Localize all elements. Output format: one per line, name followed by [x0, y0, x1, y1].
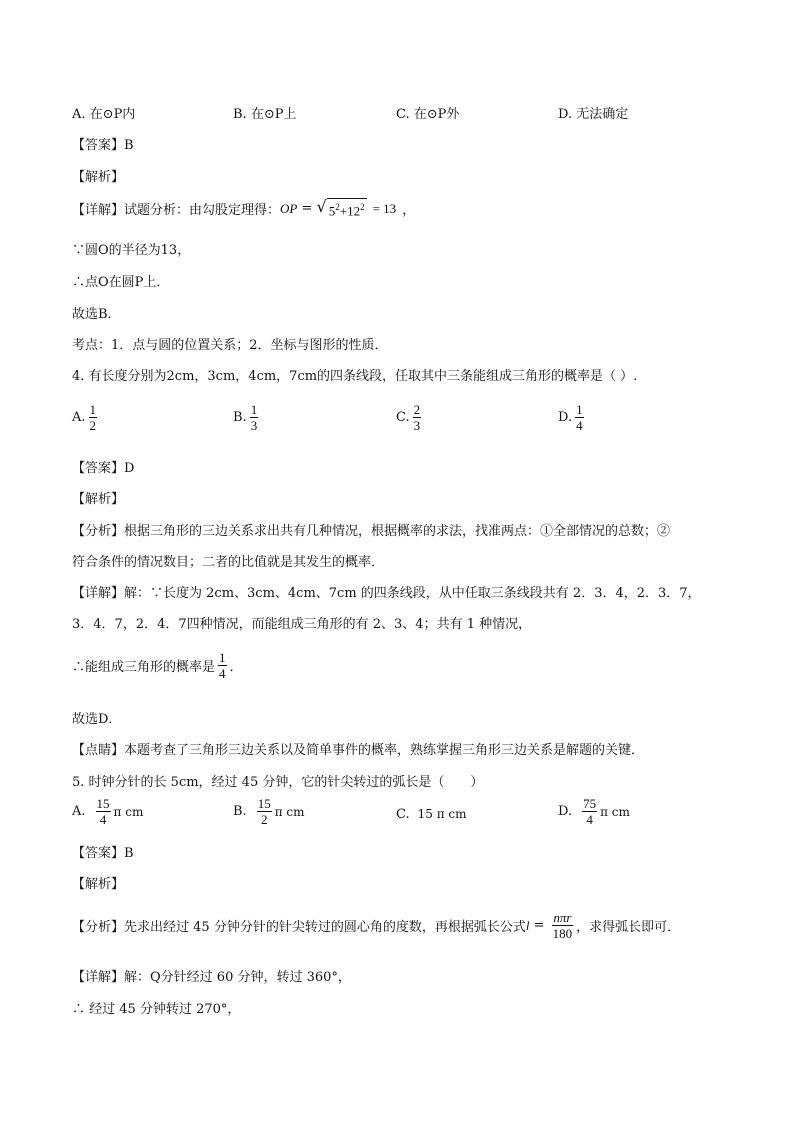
q3-analysis-tag: 【解析】	[72, 170, 125, 185]
q3-detail	[72, 198, 415, 219]
fenxi-text: 先求出经过 45 分钟分针的针尖转过的圆心角的度数，再根据弧长公式	[124, 920, 526, 935]
q5-stem: 5. 时钟分针的长 5cm，经过 45 分钟，它的针尖转过的弧长是（ ）	[72, 775, 484, 790]
radicand: $5^2+12^2$	[327, 198, 367, 219]
result-suffix: ．	[229, 660, 243, 675]
detail-text: 解：Q分针经过 60 分钟，转过 360°，	[124, 970, 351, 985]
q3-line1: ∵圆O的半径为13，	[72, 243, 191, 258]
option-label: C.	[396, 806, 410, 822]
option-fraction: $\frac{1}{4}$	[576, 402, 583, 433]
option-unit: π cm	[600, 804, 630, 819]
detail-tag: 【详解】	[72, 203, 125, 219]
answer-tag: 【答案】	[72, 461, 125, 476]
detail-tag: 【详解】	[72, 970, 125, 985]
q5-option-c	[396, 796, 467, 832]
q5-fenxi	[72, 910, 680, 941]
option-unit: π cm	[274, 804, 305, 819]
q5-option-d	[558, 796, 630, 827]
q5-options	[72, 796, 692, 832]
detail-text: 解：∵长度为 2cm、3cm、4cm、7cm 的四条线段，从中任取三条线段共有 2．3．4，2．3．7，	[124, 586, 701, 601]
q4-line3: 故选D．	[72, 712, 122, 727]
sqrt-expression	[317, 198, 367, 219]
answer-tag: 【答案】	[72, 138, 125, 153]
formula-eq: =	[529, 918, 549, 933]
option-unit: π cm	[113, 804, 144, 819]
q5-option-a	[72, 796, 143, 827]
q5-option-b	[233, 796, 305, 827]
dianjing-text: 本题考查了三角形三边关系以及简单事件的概率，熟练掌握三角形三边关系是解题的关键．	[124, 743, 645, 758]
detail-text: 试题分析：由勾股定理得：	[124, 203, 281, 219]
sqrt-symbol: √	[316, 197, 327, 216]
option-label: D.	[558, 107, 573, 122]
formula-result: = 13	[372, 200, 397, 216]
q3-line3: 故选B．	[72, 307, 121, 322]
q3-kaodian: 考点：1．点与圆的位置关系；2．坐标与图形的性质．	[72, 338, 388, 353]
fenxi-tag: 【分析】	[72, 524, 125, 539]
formula-eq: =	[297, 201, 317, 217]
option-label: A.	[72, 107, 86, 122]
result-prefix: ∴能组成三角形的概率是	[72, 660, 216, 675]
fenxi-text: 根据三角形的三边关系求出共有几种情况，根据概率的求法，找准两点：①全部情况的总数；②	[124, 524, 671, 539]
option-fraction: $\frac{2}{3}$	[413, 402, 421, 433]
option-label: C.	[396, 107, 410, 122]
q4-stem: 4. 有长度分别为2cm，3cm，4cm，7cm的四条线段，任取其中三条能组成三角形的概率是（ ）.	[72, 369, 638, 384]
radicand-a: 5	[328, 203, 336, 219]
answer-value: D	[124, 461, 135, 476]
option-label: A.	[72, 804, 86, 819]
q4-option-d	[558, 402, 587, 433]
q3-option-d	[558, 103, 628, 122]
q5-answer	[72, 842, 134, 861]
option-text: 在⊙P上	[250, 107, 297, 122]
option-label: D.	[558, 410, 573, 425]
q4-fenxi-line2: 符合条件的情况数目；二者的比值就是其发生的概率．	[72, 555, 385, 570]
result-fraction: $\frac{1}{4}$	[219, 650, 226, 681]
q3-option-b	[233, 103, 296, 122]
option-text: 无法确定	[576, 107, 629, 122]
q4-dianjing	[72, 739, 644, 758]
answer-tag: 【答案】	[72, 846, 125, 861]
q4-option-c	[396, 402, 424, 433]
option-label: C.	[396, 410, 410, 425]
fenxi-tag: 【分析】	[72, 920, 125, 935]
option-label: D.	[558, 804, 573, 819]
q4-answer	[72, 457, 134, 476]
option-fraction: $\frac{1}{2}$	[89, 402, 97, 433]
q3-line2: ∴点O在圆P上．	[72, 275, 170, 290]
formula-l: l	[525, 917, 530, 933]
q5-detail-line1	[72, 966, 351, 985]
option-label: B.	[233, 410, 247, 425]
option-text: 15 π cm	[417, 807, 467, 821]
option-text: 在⊙P内	[89, 107, 136, 122]
q5-detail-line2: ∴ 经过 45 分钟转过 270°，	[72, 1002, 241, 1017]
option-label: B.	[233, 804, 247, 819]
q5-analysis-tag: 【解析】	[72, 877, 125, 892]
option-label: A.	[72, 410, 86, 425]
option-fraction: $\frac{15}{2}$	[257, 796, 271, 827]
q4-detail-line2: 3．4．7，2．4．7四种情况，而能组成三角形的有 2、3、4；共有 1 种情况，	[72, 617, 532, 632]
arc-formula-fraction: $\frac{\text{nπr}}{180}$	[552, 910, 573, 941]
q3-option-c	[396, 103, 459, 122]
q4-options	[72, 402, 692, 438]
q3-answer	[72, 134, 134, 153]
q3-options	[72, 103, 692, 123]
q4-option-b	[233, 402, 261, 433]
q4-detail-line1	[72, 582, 701, 601]
option-fraction: $\frac{1}{3}$	[250, 402, 258, 433]
q4-result	[72, 650, 243, 681]
fenxi-suffix: ，求得弧长即可．	[576, 920, 681, 935]
dianjing-tag: 【点睛】	[72, 743, 125, 758]
option-text: 在⊙P外	[413, 107, 460, 122]
q4-analysis-tag: 【解析】	[72, 492, 125, 507]
radicand-b: +12	[339, 203, 361, 219]
answer-value: B	[124, 846, 134, 861]
q3-option-a	[72, 103, 135, 122]
option-label: B.	[233, 107, 247, 122]
option-fraction: $\frac{15}{4}$	[96, 796, 110, 827]
formula-lhs: OP	[280, 200, 298, 216]
option-fraction: $\frac{75}{4}$	[583, 796, 597, 827]
answer-value: B	[124, 138, 134, 153]
q4-option-a	[72, 402, 100, 433]
q4-fenxi-line1	[72, 520, 670, 539]
formula-trail: ，	[402, 203, 416, 219]
detail-tag: 【详解】	[72, 586, 125, 601]
